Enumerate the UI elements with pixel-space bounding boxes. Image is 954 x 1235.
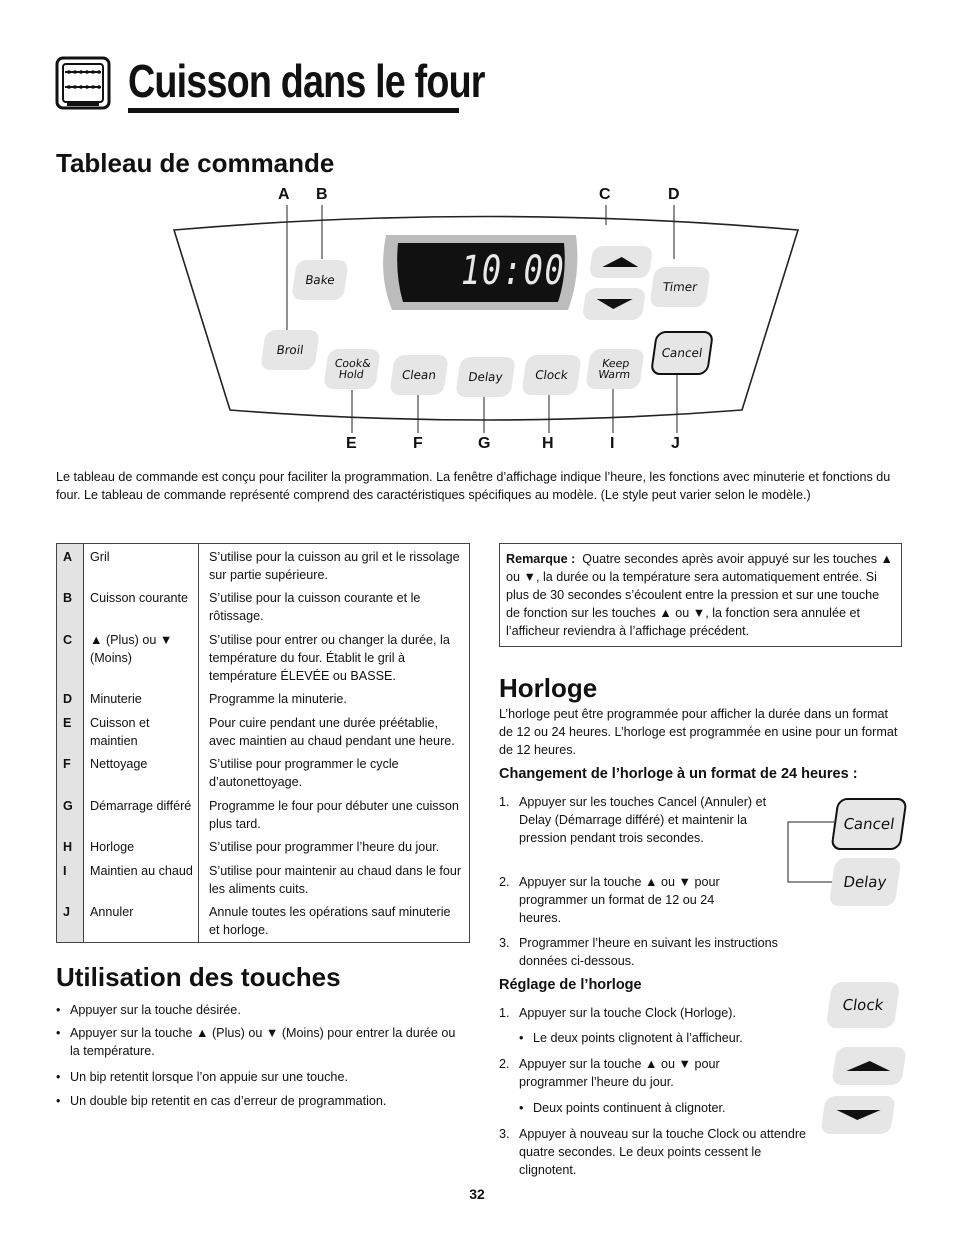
page-title: Cuisson dans le four [128,55,485,107]
usage-list [56,1001,468,1110]
side-clock-key: Clock [826,982,900,1028]
down-triangle-icon [593,297,635,311]
bracket-connector [786,818,836,888]
cancel-button[interactable]: Cancel [650,331,714,375]
side-cancel-key: Cancel [830,798,907,850]
note-text: Quatre secondes après avoir appuyé sur les touches ▲ ou ▼, la durée ou la température sera automatiquement entrée. Si plus de 30 secondes s’écoulent entre la pression et sur une touche de fonction sur les touches ▲ ou ▼, la fonction sera annulée et l’afficheur reviendra à l’affichage précédent. [506,552,893,638]
cook-hold-label-2: Hold [337,368,365,381]
clock-title: Horloge [499,673,598,703]
list-item: • Appuyer sur la touche ▲ (Plus) ou ▼ (Moins) pour entrer la durée ou la température. [56,1024,468,1060]
clock-subhead-24h: Changement de l’horloge à un format de 24 heures : [499,766,858,782]
keep-warm-label-2: Warm [597,368,632,381]
panel-display: 10:00 [461,248,566,294]
list-item: • Un double bip retentit en cas d’erreur de programmation. [56,1092,468,1110]
note-box [499,543,902,647]
list-item: • Appuyer sur la touche désirée. [56,1001,468,1019]
down-arrow-button[interactable] [582,288,646,320]
panel-letter-e: E [346,435,357,452]
panel-letter-a: A [278,186,290,203]
panel-letter-j: J [671,435,680,452]
panel-letter-d: D [668,186,680,203]
panel-letter-f: F [413,435,423,452]
usage-title: Utilisation des touches [56,962,341,992]
side-up-key [831,1047,906,1085]
up-triangle-icon [844,1059,894,1073]
control-panel-outline [166,205,806,435]
keep-warm-label-1: Keep [601,357,631,370]
up-triangle-icon [600,255,642,269]
cook-hold-label-1: Cook& [333,357,372,370]
clock-intro: L’horloge peut être programmée pour afficher la durée dans un format de 12 ou 24 heures. L’horloge est programmée en usine pour un format de 12 heures. [499,707,898,757]
note-label: Remarque : [506,552,576,566]
down-triangle-icon [833,1108,883,1122]
keep-warm-button[interactable] [585,349,645,389]
list-item: • Un bip retentit lorsque l’on appuie sur une touche. [56,1068,468,1086]
panel-letter-h: H [542,435,554,452]
clean-button[interactable]: Clean [389,355,449,395]
controls-table: A Gril S’utilise pour la cuisson au gril et le rissolage sur partie supérieure. B Cuisson courante S’utilise pour la cuisson courante et le rôtissage. C ▲ (Plus) ou ▼ (Moins) S’utilise pour entrer ou changer la durée, la température du four. Établit le gril à température ÉLEVÉE ou BASSE. D Minuterie Programme la minuterie. E Cuisson et maintien Pour cuire pendant une durée préétablie, avec maintien au chaud pendant une heure. F Nettoyage S’utilise pour programmer le cycle d’autonettoyage. G Démarrage différé Programme le four pour débuter une cuisson plus tard. H Horloge S’utilise pour programmer l’heure du jour. I Maintien au chaud S’utilise pour maintenir au chaud dans le four les aliments cuits. J Annuler Annule toutes les opérations sauf minuterie et horloge. [56,543,470,943]
page-number: 32 [469,1186,485,1202]
timer-button[interactable]: Timer [649,267,711,307]
bake-button[interactable]: Bake [291,260,349,300]
clock-button[interactable]: Clock [521,355,582,395]
delay-button[interactable]: Delay [455,357,516,397]
panel-letter-g: G [478,435,491,452]
panel-section-title: Tableau de commande [56,148,335,178]
clock-subhead-set: Réglage de l’horloge [499,977,642,993]
oven-icon [55,55,111,111]
panel-letter-i: I [610,435,615,452]
steps-set: 1. Appuyer sur la touche Clock (Horloge). • Le deux points clignotent à l’afficheur. 2. Appuyer sur la touche ▲ ou ▼ pour programmer l’heure du jour. • Deux points continuent à clignoter. 3. Appuyer à nouveau sur la touche Clock ou attendre quatre secondes. Le deux points cessent le clignotent. [499,1006,807,1177]
steps-24h: 1. Appuyer sur les touches Cancel (Annuler) et Delay (Démarrage différé) et maintenir la pression pendant trois secondes. 2. Appuyer sur la touche ▲ ou ▼ pour programmer un format de 12 ou 24 heures. 3. Programmer l’heure en suivant les instructions données ci-dessous. [499,795,778,968]
side-down-key [820,1096,895,1134]
broil-button[interactable]: Broil [260,330,320,370]
title-underline [128,108,459,113]
panel-intro: Le tableau de commande est conçu pour faciliter la programmation. La fenêtre d’affichage indique l’heure, les fonctions avec minuterie et fonctions du four. Le tableau de commande représenté comprend des caractéristiques spécifiques au modèle. (Le style peut varier selon le modèle.) [56,470,891,502]
cook-hold-button[interactable] [323,349,381,389]
side-delay-key: Delay [829,858,902,906]
panel-letter-b: B [316,186,328,203]
up-arrow-button[interactable] [589,246,653,278]
panel-letter-c: C [599,186,611,203]
